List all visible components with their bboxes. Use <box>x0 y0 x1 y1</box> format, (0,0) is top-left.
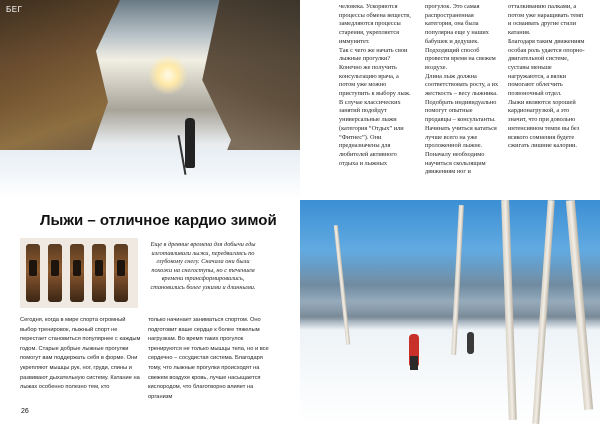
section-tag: БЕГ <box>6 5 23 14</box>
article-body-right: только начинает заниматься спортом. Оно подготовит ваше сердце к более тяжелым нагрузкам. Во время таких прогулок тренируются не только мышцы тела, но и все сердечно – сосудистая система. Благодаря тому, что лыжные прогулки происходят на свежем воздухе кровь, лучше насыщается кислородом, что благотворно влияет на организм <box>148 317 269 400</box>
skier-figure <box>185 118 195 168</box>
column-c-paragraph-2: Благодаря таким движениям особая роль удается опорно-двигательной системе, суставы меньше нагружаются, а вялки помогают облегчить позвоночный отдел. <box>508 37 585 98</box>
binding-strap <box>26 244 40 302</box>
article-body-left: Сегодня, когда в мире спорта огромный выбор тренировок, лыжный спорт не перестает становиться популярнее с каждым годом. Старые добрые лыжные прогулки помогут вам поддержать себя в форме. Они укрепляют мышцы рук, ног, груди, спины и развивают дыхательную систему. Катание на лыжах особенно полезно тем, кто <box>20 317 141 391</box>
column-c-paragraph-3: Лыжи являются хорошей кардионагрузкой, а это значит, что при довольно интенсивном темпе вы без всякого сомнения будете сжигать лишние калории. <box>508 98 580 150</box>
column-c-paragraph-1: отталкиванию палками, а потом уже наращивать темп и осваивать другие стили катания. <box>508 3 584 37</box>
sun-glow <box>148 55 188 95</box>
skier-legs <box>410 356 418 370</box>
column-a-paragraph-2: Так с чего же начать свои лыжные прогулки? Конечно же получить консультацию врача, а потом уже можно приступить к выбору лыж. <box>339 46 411 98</box>
ski-bindings-photo <box>20 238 138 308</box>
column-b-paragraph-1: прогулок. Это самая распространенная категория, она была популярна еще у наших бабушек и дедушек. Подходящий способ провести время на свежем воздухе. <box>425 3 496 71</box>
text-column-a <box>339 3 413 168</box>
binding-strap <box>48 244 62 302</box>
binding-strap <box>114 244 128 302</box>
text-column-b <box>425 3 499 177</box>
article-title: Лыжи – отличное кардио зимой <box>40 212 277 229</box>
binding-strap <box>70 244 84 302</box>
binding-strap <box>92 244 106 302</box>
column-a-paragraph-3: В случае классических занятий подойдут универсальные лыжи (категория “Отдых” или “Фитнес”). Они предназначены для любителей активного отдыха и лыжных <box>339 98 404 167</box>
page-number: 26 <box>21 408 29 415</box>
column-b-paragraph-3: Начинать учиться кататься лучше всего на уже проложенной лыжне. Поначалу необходимо научиться скользящим движениям ног и <box>425 124 497 176</box>
cliff-left <box>0 0 120 170</box>
distant-skier <box>467 332 474 354</box>
column-b-paragraph-2: Длина лыж должна соответствовать росту, а их жесткость – весу лыжника. Подобрать индивидуально помогут опытные продавцы – консультанты. <box>425 72 499 124</box>
hero-photo-skier <box>0 0 300 200</box>
column-a-paragraph-1: человека. Ускоряются процессы обмена веществ, замедляются процессы старения, укрепляется иммунитет. <box>339 3 411 45</box>
pull-quote: Еще в древние времена для добычи еды изготавливали лыжи, передвигаясь по глубокому снегу. Сначала они были похожи на снегоступы, но с течением времени трансформировались, становились более узкими и длинными. <box>150 241 256 291</box>
snow-ground <box>0 150 300 200</box>
text-column-c <box>508 3 588 151</box>
